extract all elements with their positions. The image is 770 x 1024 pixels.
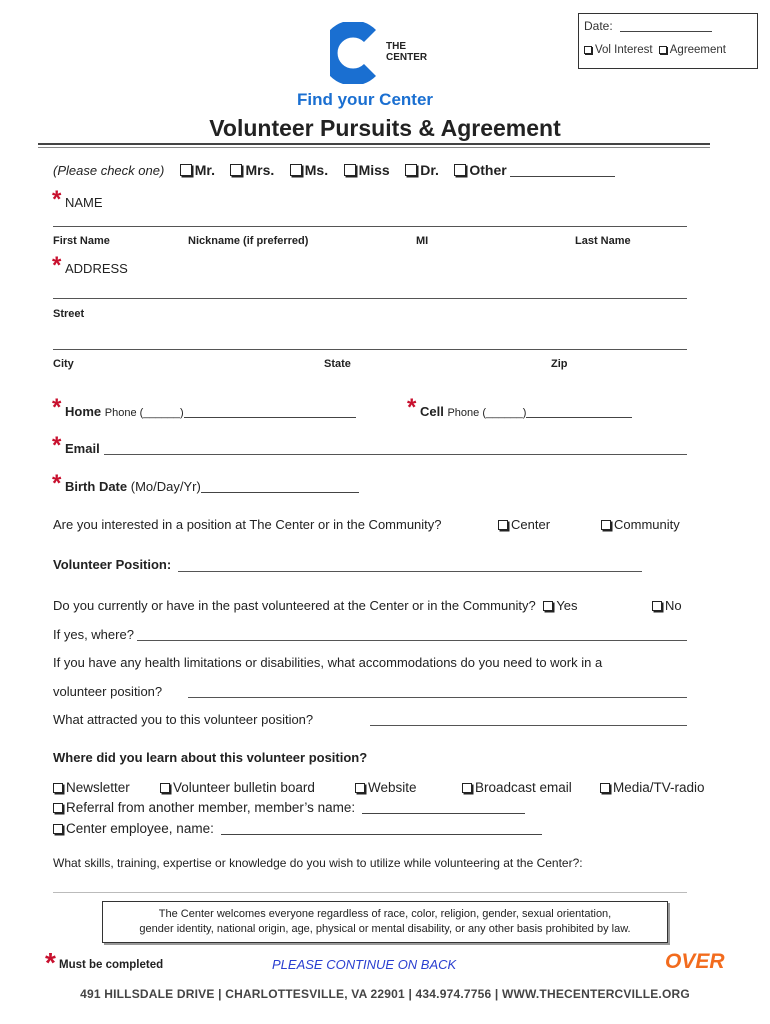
- city-line[interactable]: [53, 349, 687, 350]
- other-label: Other: [469, 162, 507, 178]
- cell-phone-suffix: Phone (______): [447, 407, 527, 419]
- no-checkbox[interactable]: [652, 601, 662, 611]
- learn-question: Where did you learn about this volunteer position?: [53, 750, 368, 765]
- dr-label: Dr.: [420, 162, 439, 178]
- title-rule-2: [38, 147, 710, 148]
- home-label: Home: [65, 404, 102, 419]
- home-phone-row: [65, 404, 356, 419]
- name-line[interactable]: [53, 226, 687, 227]
- logo-text-center: CENTER: [386, 52, 428, 63]
- home-phone-suffix: Phone (______): [104, 407, 184, 419]
- mr-checkbox[interactable]: [180, 164, 192, 176]
- other-field[interactable]: [510, 165, 615, 177]
- required-star-icon: *: [52, 186, 62, 213]
- nickname-label: Nickname (if preferred): [188, 235, 309, 247]
- vol-interest-label: Vol Interest: [595, 44, 653, 56]
- over-label: OVER: [665, 950, 725, 973]
- nondiscrimination-notice: [102, 901, 668, 943]
- media-label: Media/TV-radio: [613, 780, 705, 795]
- logo-text-the: THE: [386, 41, 406, 52]
- date-box: [578, 13, 758, 69]
- referral-checkbox[interactable]: [53, 803, 63, 813]
- position-line[interactable]: [178, 571, 642, 572]
- center-logo-icon: [330, 22, 378, 84]
- notice-line2: gender identity, national origin, age, physical or mental disability, or any other basis prohibited by law.: [139, 923, 631, 935]
- state-label: State: [324, 358, 351, 370]
- health-line[interactable]: [188, 697, 687, 698]
- last-name-label: Last Name: [575, 235, 631, 247]
- notice-line1: The Center welcomes everyone regardless of race, color, religion, gender, sexual orientation,: [158, 908, 612, 920]
- health-question-line2: volunteer position?: [53, 684, 163, 699]
- ms-label: Ms.: [304, 162, 329, 178]
- birth-suffix: (Mo/Day/Yr): [130, 479, 201, 494]
- past-question: Do you currently or have in the past volunteered at the Center or in the Community?: [53, 598, 536, 613]
- logo-tagline: Find your Center: [297, 90, 434, 109]
- where-line[interactable]: [137, 640, 687, 641]
- street-line[interactable]: [53, 298, 687, 299]
- mrs-label: Mrs.: [245, 162, 275, 178]
- birth-label: Birth Date: [65, 479, 128, 494]
- website-checkbox[interactable]: [355, 783, 365, 793]
- miss-checkbox[interactable]: [344, 164, 356, 176]
- cell-label: Cell: [420, 404, 444, 419]
- employee-checkbox[interactable]: [53, 824, 63, 834]
- required-star-icon: *: [52, 432, 62, 459]
- city-label: City: [53, 358, 74, 370]
- logo: [330, 22, 430, 88]
- vol-interest-checkbox[interactable]: [584, 46, 592, 54]
- community-option-label: Community: [614, 517, 680, 532]
- continue-note: PLEASE CONTINUE ON BACK: [272, 957, 457, 972]
- miss-label: Miss: [358, 162, 390, 178]
- birth-field[interactable]: [201, 481, 359, 493]
- yes-checkbox[interactable]: [543, 601, 553, 611]
- interest-question: Are you interested in a position at The Center or in the Community?: [53, 517, 442, 532]
- bulletin-board-label: Volunteer bulletin board: [173, 780, 315, 795]
- cell-phone-row: [420, 404, 632, 419]
- ms-checkbox[interactable]: [290, 164, 302, 176]
- first-name-label: First Name: [53, 235, 110, 247]
- email-line[interactable]: [104, 454, 687, 455]
- past-question-row: [53, 598, 578, 613]
- cell-phone-field[interactable]: [526, 406, 632, 418]
- name-label: NAME: [65, 195, 103, 210]
- title-rule: [38, 143, 710, 145]
- mrs-checkbox[interactable]: [230, 164, 242, 176]
- salutation-row: [53, 162, 615, 178]
- street-label: Street: [53, 308, 85, 320]
- broadcast-email-label: Broadcast email: [475, 780, 572, 795]
- center-checkbox[interactable]: [498, 520, 508, 530]
- required-note: Must be completed: [59, 959, 164, 971]
- health-question-line1: If you have any health limitations or disabilities, what accommodations do you need to work in a: [53, 655, 603, 670]
- employee-label: Center employee, name:: [66, 821, 214, 836]
- birth-row: [65, 479, 359, 494]
- agreement-checkbox[interactable]: [659, 46, 667, 54]
- broadcast-email-checkbox[interactable]: [462, 783, 472, 793]
- bulletin-board-checkbox[interactable]: [160, 783, 170, 793]
- mr-label: Mr.: [194, 162, 215, 178]
- referral-field[interactable]: [362, 802, 525, 814]
- interest-row: [53, 517, 442, 532]
- attracted-question: What attracted you to this volunteer position?: [53, 712, 314, 727]
- skills-line[interactable]: [53, 892, 687, 893]
- footer-address: 491 HILLSDALE DRIVE | CHARLOTTESVILLE, VA 22901 | 434.974.7756 | WWW.THECENTERCVILLE.ORG: [80, 987, 690, 1001]
- skills-question: What skills, training, expertise or knowledge do you wish to utilize while volunteering at the Center?:: [53, 856, 583, 870]
- date-field[interactable]: [620, 20, 712, 32]
- no-label: No: [665, 598, 682, 613]
- newsletter-label: Newsletter: [66, 780, 130, 795]
- page-title: Volunteer Pursuits & Agreement: [209, 115, 561, 141]
- where-label: If yes, where?: [53, 627, 134, 642]
- community-checkbox[interactable]: [601, 520, 611, 530]
- required-star-icon: *: [52, 470, 62, 497]
- position-label: Volunteer Position:: [53, 557, 172, 572]
- required-star-icon: *: [52, 394, 62, 421]
- zip-label: Zip: [551, 358, 568, 370]
- home-phone-field[interactable]: [184, 406, 356, 418]
- required-star-icon: *: [407, 394, 417, 421]
- mi-label: MI: [416, 235, 429, 247]
- center-option-label: Center: [511, 517, 551, 532]
- dr-checkbox[interactable]: [405, 164, 417, 176]
- yes-label: Yes: [556, 598, 578, 613]
- required-star-icon: *: [52, 252, 62, 279]
- date-label: Date:: [584, 19, 613, 33]
- referral-label: Referral from another member, member’s name:: [66, 800, 356, 815]
- email-label: Email: [65, 441, 100, 456]
- newsletter-checkbox[interactable]: [53, 783, 63, 793]
- agreement-label: Agreement: [669, 44, 727, 56]
- employee-field[interactable]: [221, 823, 542, 835]
- attracted-line[interactable]: [370, 725, 687, 726]
- salutation-prompt: (Please check one): [53, 163, 165, 178]
- media-checkbox[interactable]: [600, 783, 610, 793]
- required-star-icon: *: [45, 947, 56, 978]
- address-label: ADDRESS: [65, 261, 128, 276]
- website-label: Website: [368, 780, 417, 795]
- other-checkbox[interactable]: [454, 164, 466, 176]
